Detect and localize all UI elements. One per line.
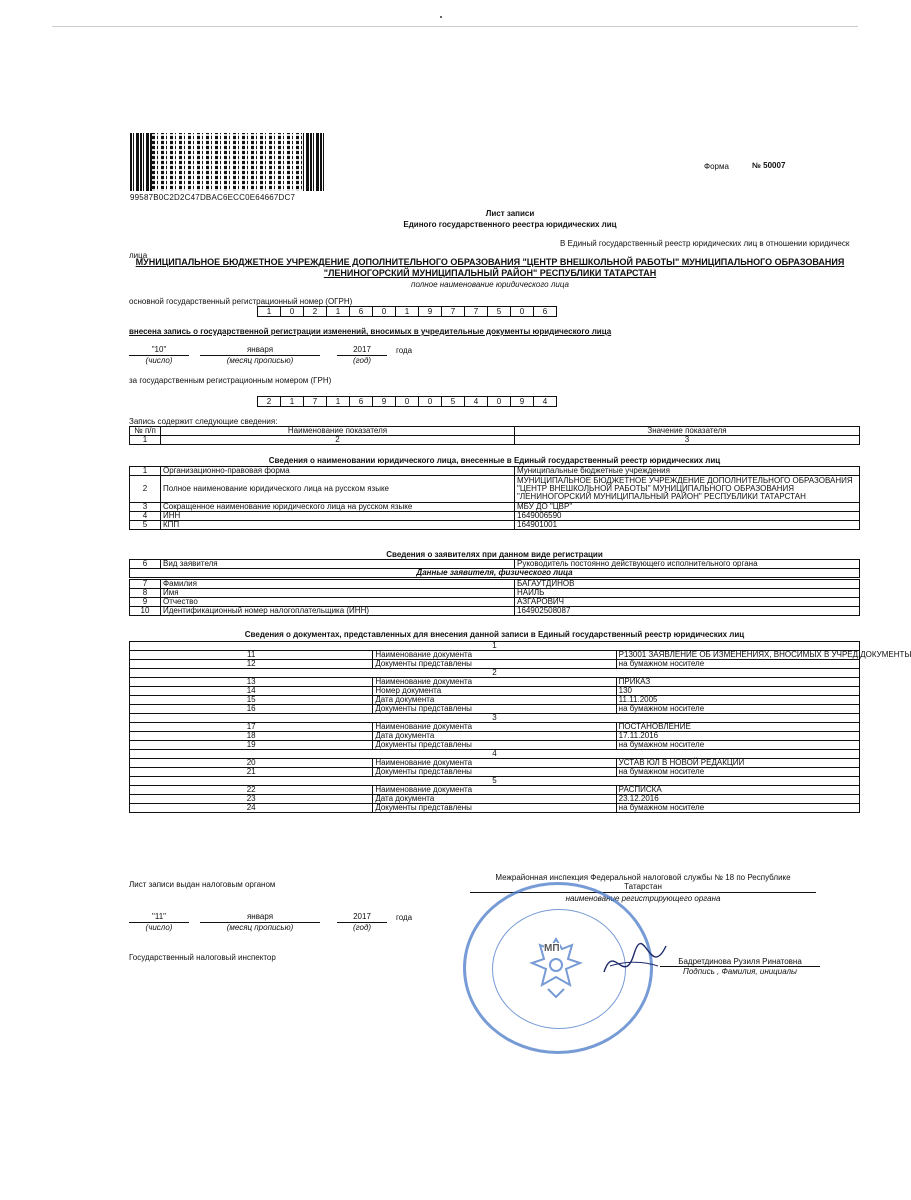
row-name: Документы представлены (373, 804, 616, 813)
row-value-line: "ЦЕНТР ВНЕШКОЛЬНОЙ РАБОТЫ" МУНИЦИПАЛЬНОГО ОБРАЗОВАНИЯ (517, 484, 795, 493)
row-value: ПРИКАЗ (616, 678, 859, 687)
row-name: Имя (161, 589, 515, 598)
row-number: 11 (130, 651, 373, 660)
grn-digit: 0 (488, 397, 511, 406)
entity-name-line2: "ЛЕНИНОГОРСКИЙ МУНИЦИПАЛЬНЫЙ РАЙОН" РЕСПУБЛИКИ ТАТАРСТАН (323, 268, 657, 278)
row-value: РАСПИСКА (616, 786, 859, 795)
doc-group-label: 1 (130, 642, 860, 651)
row-number: 1 (130, 467, 161, 476)
doc-group-header (130, 714, 860, 723)
ogrn-cells (257, 306, 557, 317)
row-name: Наименование документа (373, 651, 616, 660)
header-num-name: 2 (161, 436, 515, 445)
row-name: Дата документа (373, 696, 616, 705)
intro-text: В Единый государственный реестр юридических лиц в отношении юридическ (560, 239, 850, 248)
date2-year-caption: (год) (352, 923, 372, 932)
inspector-name: Бадретдинова Рузиля Ринатовна (678, 957, 802, 966)
grn-digit: 7 (304, 397, 327, 406)
row-value: 11.11.2005 (616, 696, 859, 705)
top-scan-edge (52, 26, 858, 27)
eagle-emblem-icon (516, 927, 596, 1007)
row-value: 164902508087 (515, 607, 860, 616)
row-value: на бумажном носителе (616, 660, 859, 669)
doc-group-header (130, 750, 860, 759)
header-n: № п/п (130, 427, 161, 436)
row-number: 8 (130, 589, 161, 598)
row-name: Полное наименование юридического лица на русском языке (161, 476, 515, 503)
grn-digit: 1 (327, 397, 350, 406)
table-row (130, 589, 860, 598)
grn-digit: 0 (396, 397, 419, 406)
date1-suffix: года (396, 346, 413, 355)
row-value: Р13001 ЗАЯВЛЕНИЕ ОБ ИЗМЕНЕНИЯХ, ВНОСИМЫХ В УЧРЕД.ДОКУМЕНТЫ (616, 651, 859, 660)
entity-prefix: лица (129, 251, 148, 260)
section2-table (129, 559, 860, 578)
record-text: внесена запись о государственной регистрации изменений, вносимых в учредительные документы юридического лица (129, 327, 612, 336)
table-row (130, 732, 860, 741)
section2-title: Сведения о заявителях при данном виде регистрации (386, 550, 603, 559)
table-row (130, 804, 860, 813)
header-num-value: 3 (515, 436, 860, 445)
row-name: Дата документа (373, 795, 616, 804)
section1-title: Сведения о наименовании юридического лица, внесенные в Единый государственный реестр юридических лиц (268, 456, 721, 465)
table-row (130, 696, 860, 705)
row-name: Идентификационный номер налогоплательщика (ИНН) (161, 607, 515, 616)
authority-caption: наименование регистрирующего органа (565, 894, 721, 903)
row-6-n: 6 (130, 560, 161, 569)
ogrn-digit: 0 (373, 307, 396, 316)
row-value: Муниципальные бюджетные учреждения (515, 467, 860, 476)
row-name: Организационно-правовая форма (161, 467, 515, 476)
authority-line2: Татарстан (624, 882, 662, 891)
doc-group-header (130, 669, 860, 678)
ogrn-digit: 6 (542, 307, 548, 316)
row-value: на бумажном носителе (616, 804, 859, 813)
signature-scribble (600, 932, 670, 992)
title-line1: Лист записи (485, 209, 535, 218)
table-row (130, 795, 860, 804)
date1-day-caption: (число) (145, 356, 173, 365)
table-row (130, 678, 860, 687)
ogrn-digit: 1 (396, 307, 419, 316)
row-value: БАГАУТДИНОВ (515, 580, 860, 589)
doc-group-label: 5 (130, 777, 860, 786)
signature-caption: Подпись , Фамилия, инициалы (683, 967, 797, 976)
row-name: Документы представлены (373, 705, 616, 714)
ogrn-digit: 2 (304, 307, 327, 316)
section2-applicant-table (129, 579, 860, 616)
row-number: 24 (130, 804, 373, 813)
date1-year-caption: (год) (352, 356, 372, 365)
ogrn-digit: 1 (327, 307, 350, 316)
table-row (130, 786, 860, 795)
grn-label: за государственным регистрационным номером (ГРН) (129, 376, 332, 385)
table-row (130, 723, 860, 732)
row-name: Документы представлены (373, 741, 616, 750)
row-value: 17.11.2016 (616, 732, 859, 741)
ogrn-digit: 6 (350, 307, 373, 316)
grn-digit: 0 (419, 397, 442, 406)
authority-line1: Межрайонная инспекция Федеральной налоговой службы № 18 по Республике (495, 873, 791, 882)
table-row (130, 467, 860, 476)
row-name: Отчество (161, 598, 515, 607)
row-name: Наименование документа (373, 723, 616, 732)
barcode-code: 99587B0C2D2C47DBAC6ECC0E64667DC7 (130, 193, 296, 202)
header-value: Значение показателя (515, 427, 860, 436)
date1-day: "10" (151, 345, 167, 354)
grn-digit: 6 (350, 397, 373, 406)
row-number: 10 (130, 607, 161, 616)
date2-suffix: года (396, 913, 413, 922)
row-number: 16 (130, 705, 373, 714)
table-row (130, 759, 860, 768)
row-value: на бумажном носителе (616, 768, 859, 777)
issued-label: Лист записи выдан налоговым органом (129, 880, 276, 889)
grn-digit: 4 (465, 397, 488, 406)
row-name: Сокращенное наименование юридического лица на русском языке (161, 503, 515, 512)
row-number: 20 (130, 759, 373, 768)
table-row (130, 503, 860, 512)
grn-digit: 9 (373, 397, 396, 406)
row-number: 14 (130, 687, 373, 696)
ogrn-digit: 7 (442, 307, 465, 316)
row-number: 23 (130, 795, 373, 804)
row-value: УСТАВ ЮЛ В НОВОЙ РЕДАКЦИИ (616, 759, 859, 768)
form-label: Форма (704, 162, 729, 171)
scan-dot (440, 16, 442, 18)
row-name: Дата документа (373, 732, 616, 741)
table-row (130, 580, 860, 589)
row-number: 15 (130, 696, 373, 705)
row-value-line: МУНИЦИПАЛЬНОЕ БЮДЖЕТНОЕ УЧРЕЖДЕНИЕ ДОПОЛНИТЕЛЬНОГО ОБРАЗОВАНИЯ (517, 476, 853, 485)
header-num-n: 1 (130, 436, 161, 445)
row-value: 1649006590 (515, 512, 860, 521)
form-number: № 50007 (752, 161, 786, 170)
grn-digit: 1 (281, 397, 304, 406)
grn-digit: 2 (258, 397, 281, 406)
row-value-line: "ЛЕНИНОГОРСКИЙ МУНИЦИПАЛЬНЫЙ РАЙОН" РЕСПУБЛИКИ ТАТАРСТАН (517, 492, 806, 501)
table-row (130, 512, 860, 521)
contains-label: Запись содержит следующие сведения: (129, 417, 278, 426)
row-number: 13 (130, 678, 373, 687)
ogrn-digit: 1 (258, 307, 281, 316)
row-name: Наименование документа (373, 678, 616, 687)
row-value: на бумажном носителе (616, 705, 859, 714)
row-number: 12 (130, 660, 373, 669)
doc-group-label: 4 (130, 750, 860, 759)
table-row (130, 476, 860, 503)
doc-group-header (130, 777, 860, 786)
section3-title: Сведения о документах, представленных для внесения данной записи в Единый государственный реестр юридических лиц (244, 630, 745, 639)
title-line2: Единого государственного реестра юридических лиц (403, 220, 617, 229)
row-value (515, 476, 860, 503)
grn-digit: 4 (542, 397, 548, 406)
row-number: 17 (130, 723, 373, 732)
row-number: 19 (130, 741, 373, 750)
row-value: 164901001 (515, 521, 860, 530)
date2-day: "11" (152, 912, 166, 921)
row-number: 7 (130, 580, 161, 589)
date2-year: 2017 (353, 912, 371, 921)
date2-month: января (246, 912, 274, 921)
row-number: 9 (130, 598, 161, 607)
row-number: 5 (130, 521, 161, 530)
inspector-label: Государственный налоговый инспектор (129, 953, 276, 962)
row-number: 2 (130, 476, 161, 503)
date2-day-caption: (число) (145, 923, 173, 932)
row-name: Документы представлены (373, 660, 616, 669)
date1-month: января (246, 345, 274, 354)
row-value: ПОСТАНОВЛЕНИЕ (616, 723, 859, 732)
row-number: 18 (130, 732, 373, 741)
date1-year: 2017 (353, 345, 371, 354)
row-name: ИНН (161, 512, 515, 521)
row-value: АЗГАРОВИЧ (515, 598, 860, 607)
ogrn-digit: 5 (488, 307, 511, 316)
grn-cells (257, 396, 557, 407)
row-6-name: Вид заявителя (161, 560, 515, 569)
ogrn-digit: 0 (511, 307, 534, 316)
row-name: Номер документа (373, 687, 616, 696)
table-row (130, 521, 860, 530)
barcode-image (130, 133, 325, 191)
ogrn-digit: 9 (419, 307, 442, 316)
row-number: 22 (130, 786, 373, 795)
date1-month-caption: (месяц прописью) (226, 356, 294, 365)
entity-name-caption: полное наименование юридического лица (411, 280, 569, 289)
grn-digit: 9 (511, 397, 534, 406)
row-value: 23.12.2016 (616, 795, 859, 804)
header-table (129, 426, 860, 445)
row-name: Фамилия (161, 580, 515, 589)
stamp-mp-label: МП (544, 943, 560, 954)
table-row (130, 607, 860, 616)
doc-group-label: 3 (130, 714, 860, 723)
row-6-value: Руководитель постоянно действующего исполнительного органа (515, 560, 860, 569)
row-name: КПП (161, 521, 515, 530)
row-value: на бумажном носителе (616, 741, 859, 750)
table-row (130, 687, 860, 696)
row-name: Наименование документа (373, 759, 616, 768)
row-value: 130 (616, 687, 859, 696)
row-number: 3 (130, 503, 161, 512)
grn-digit: 5 (442, 397, 465, 406)
header-name: Наименование показателя (161, 427, 515, 436)
section1-table (129, 466, 860, 530)
ogrn-label: основной государственный регистрационный номер (ОГРН) (129, 297, 353, 306)
ogrn-digit: 0 (281, 307, 304, 316)
section3-table (129, 641, 911, 813)
section2-subtitle: Данные заявителя, физического лица (130, 569, 860, 578)
doc-group-label: 2 (130, 669, 860, 678)
row-number: 21 (130, 768, 373, 777)
date2-month-caption: (месяц прописью) (226, 923, 294, 932)
ogrn-digit: 7 (465, 307, 488, 316)
entity-name-line1: МУНИЦИПАЛЬНОЕ БЮДЖЕТНОЕ УЧРЕЖДЕНИЕ ДОПОЛНИТЕЛЬНОГО ОБРАЗОВАНИЯ "ЦЕНТР ВНЕШКОЛЬНОЙ РАБОТЫ" МУНИЦИПАЛЬНОГО ОБРАЗОВАНИЯ (135, 257, 845, 267)
table-row (130, 651, 860, 660)
row-name: Документы представлены (373, 768, 616, 777)
row-number: 4 (130, 512, 161, 521)
row-value: МБУ ДО "ЦВР" (515, 503, 860, 512)
row-name: Наименование документа (373, 786, 616, 795)
row-value: НАИЛЬ (515, 589, 860, 598)
